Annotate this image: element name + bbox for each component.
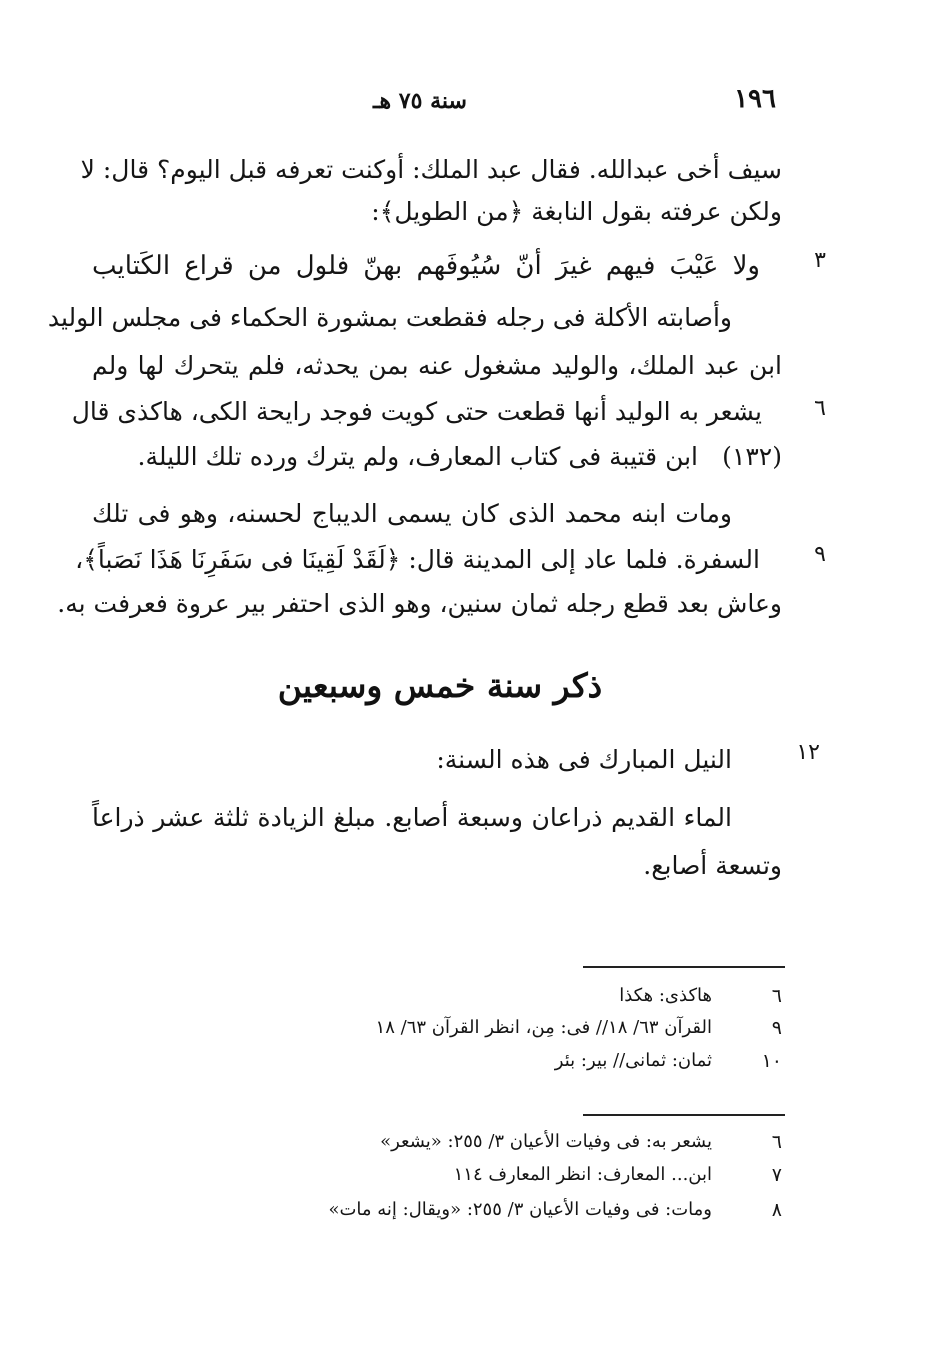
margin-number-12: ١٢ [796,740,820,765]
body-line-7: ابن قتيبة فى كتاب المعارف، ولم يترك ورده تلك الليلة. [137,442,698,471]
footnote-a1-number: ٦ [771,985,782,1007]
body-line-1: سيف أخى عبدالله. فقال عبد الملك: أوكنت تعرفه قبل اليوم؟ قال: لا [80,155,782,184]
water-level-line-2: وتسعة أصابع. [643,851,782,880]
body-line-10: وعاش بعد قطع رجله ثمان سنين، وهو الذى احتفر بير عروة فعرفت به. [57,589,782,618]
margin-number-6: ٦ [814,396,826,421]
verse-line: ولا عَيْبَ فيهم غيرَ أنّ سُيُوفَهم بهنّ فلول من قراع الكَتايب [92,251,760,281]
footnote-rule-1 [583,966,785,968]
footnote-a2-number: ٩ [771,1017,782,1039]
body-line-8: ومات ابنه محمد الذى كان يسمى الديباج لحسنه، وهو فى تلك [92,499,732,528]
page-number: ١٩٦ [734,84,776,114]
footnote-a2-text: القرآن ٦٣/ ١٨// فى: مِن، انظر القرآن ٦٣/ ١٨ [375,1017,712,1038]
nile-line: النيل المبارك فى هذه السنة: [436,745,732,774]
footnote-b1-number: ٦ [771,1131,782,1153]
footnote-rule-2 [583,1114,785,1116]
footnote-b1-text: يشعر به: فى وفيات الأعيان ٣/ ٢٥٥: «يشعر» [380,1131,712,1152]
margin-number-9: ٩ [814,542,826,567]
body-line-2: ولكن عرفته بقول النابغة ﴿من الطويل﴾: [371,197,782,226]
water-level-line: الماء القديم ذراعان وسبعة أصابع. مبلغ الزيادة ثلثة عشر ذراعاً [92,803,732,832]
footnote-b2-number: ٧ [771,1164,782,1186]
footnote-a3-text: ثمان: ثمانى// بير: بئر [554,1050,712,1071]
footnote-a1-text: هاكذى: هكذا [619,985,712,1006]
body-line-4: وأصابته الأكلة فى رجله فقطعت بمشورة الحكماء فى مجلس الوليد [47,303,732,332]
source-reference: (١٣٢) [722,442,782,471]
body-line-5: ابن عبد الملك، والوليد مشغول عنه بمن يحدثه، فلم يتحرك لها ولم [92,351,782,380]
margin-number-3: ٣ [814,248,826,273]
footnote-b2-text: ابن... المعارف: انظر المعارف ١١٤ [453,1164,712,1185]
footnote-a3-number: ١٠ [761,1050,782,1072]
body-line-9: السفرة. فلما عاد إلى المدينة قال: ﴿لَقَدْ لَقِينَا فى سَفَرِنَا هَذَا نَصَباً﴾، [75,545,760,574]
running-head-year: سنة ٧٥ هـ [373,88,467,114]
footnote-b3-number: ٨ [771,1199,782,1221]
footnote-b3-text: ومات: فى وفيات الأعيان ٣/ ٢٥٥: «ويقال: إنه مات» [328,1199,712,1220]
section-heading: ذكر سنة خمس وسبعين [277,666,603,705]
body-line-6: يشعر به الوليد أنها قطعت حتى كويت فوجد رايحة الكى، هاكذى قال [71,397,762,426]
